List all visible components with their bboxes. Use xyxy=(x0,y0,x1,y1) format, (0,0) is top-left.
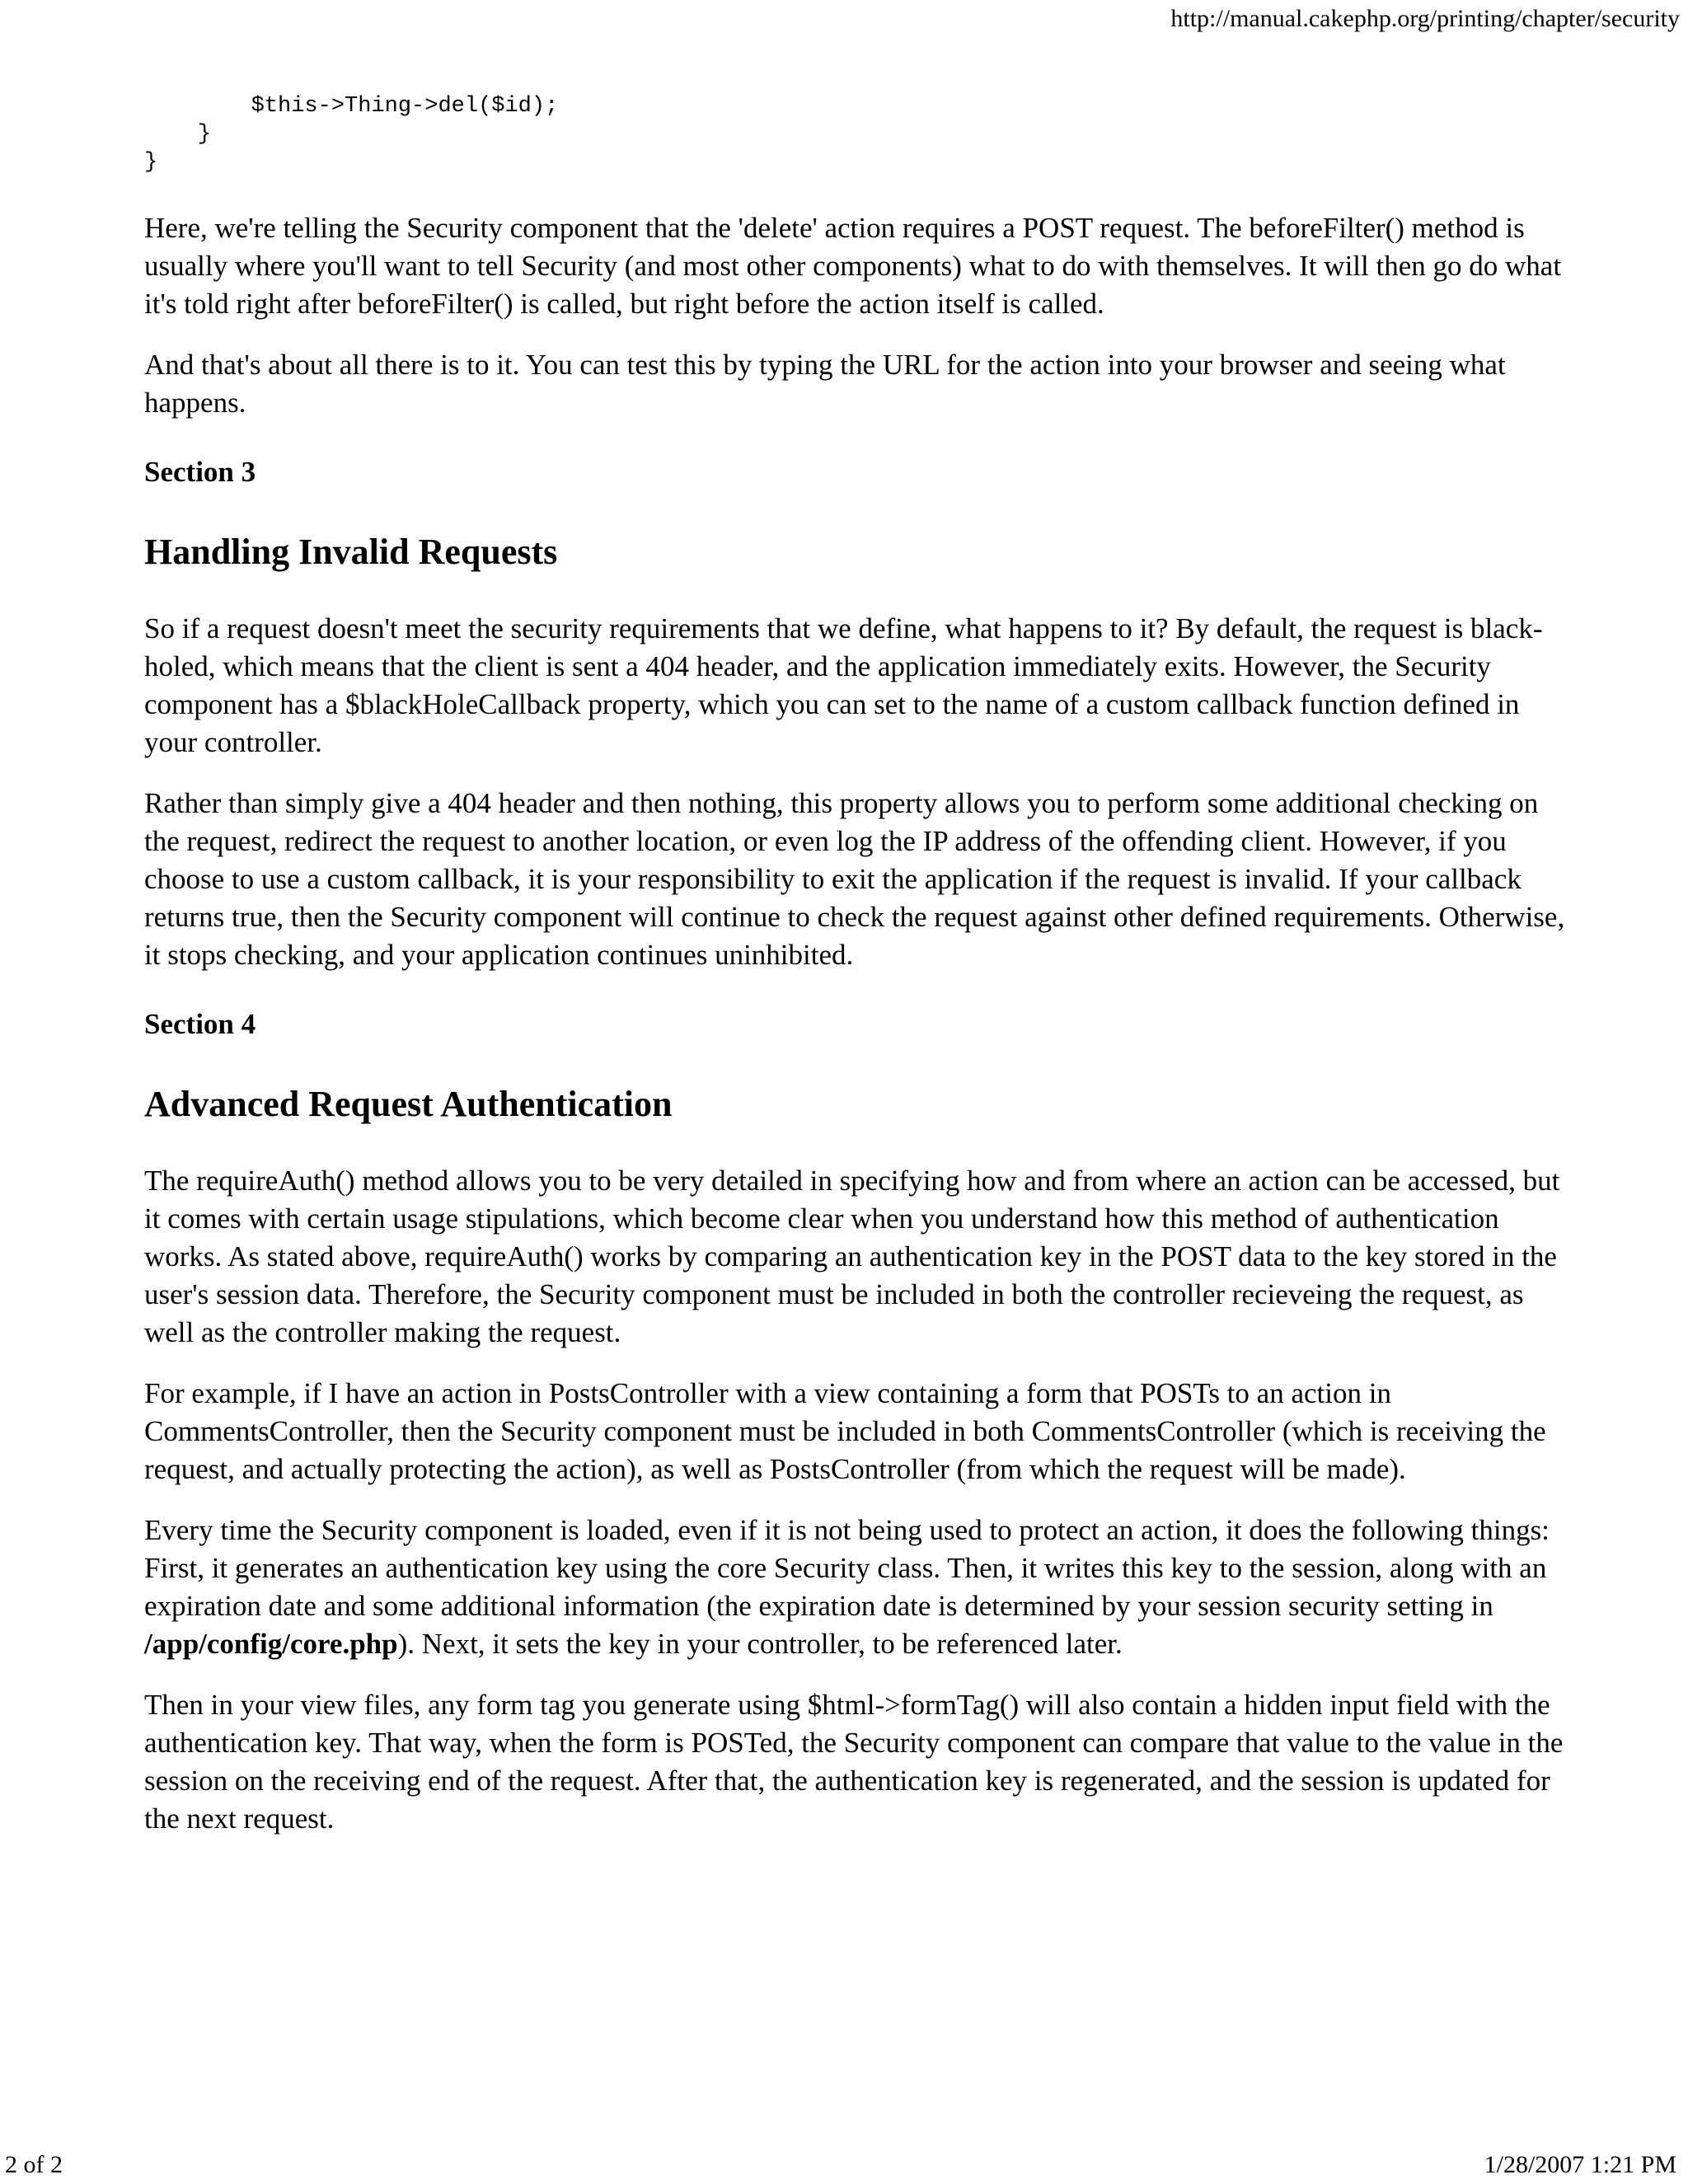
code-line: $this->Thing->del($id); xyxy=(144,94,559,119)
section-4-paragraph: The requireAuth() method allows you to be very detailed in specifying how and from where an action can be accessed, but it comes with certain usage stipulations, which become clear when you understand how this method of authentication works. As stated above, requireAuth() works by comparing an authentication key in the POST data to the key stored in the user's session data. Therefore, the Security component must be included in both the controller recieveing the request, as well as the controller making the request. xyxy=(144,1165,1560,1348)
section-4-title: Advanced Request Authentication xyxy=(144,1084,673,1124)
document-body xyxy=(144,92,1570,1861)
section-4-paragraph xyxy=(144,1511,1570,1663)
intro-paragraph: Here, we're telling the Security component that the 'delete' action requires a POST request. The beforeFilter() method is usually where you'll want to tell Security (and most other components) what to do with themselves. It will then go do what it's told right after beforeFilter() is called, but right before the action itself is called. xyxy=(144,212,1562,320)
print-datetime-footer: 1/28/2007 1:21 PM xyxy=(1484,2151,1676,2178)
page-url-header: http://manual.cakephp.org/printing/chapter/security xyxy=(1170,5,1680,32)
section-4-paragraph: For example, if I have an action in PostsController with a view containing a form that POSTs to an action in CommentsController, then the Security component must be included in both CommentsController (which is receiving the request, and actually protecting the action), as well as PostsController (from which the request will be made). xyxy=(144,1377,1546,1485)
config-file-path: /app/config/core.php xyxy=(144,1628,398,1660)
section-4-paragraph: Then in your view files, any form tag you generate using $html->formTag() will also contain a hidden input field with the authentication key. That way, when the form is POSTed, the Security component can compare that value to the value in the session on the receiving end of the request. After that, the authentication key is regenerated, and the session is updated for the next request. xyxy=(144,1689,1564,1835)
section-3-title: Handling Invalid Requests xyxy=(144,532,558,572)
section-3-label: Section 3 xyxy=(144,456,256,488)
section-3-paragraph: So if a request doesn't meet the security requirements that we define, what happens to it? By default, the request is black-holed, which means that the client is sent a 404 header, and the application immediately exits. However, the Security component has a $blackHoleCallback property, which you can set to the name of a custom callback function defined in your controller. xyxy=(144,612,1543,758)
paragraph-text: Every time the Security component is loaded, even if it is not being used to protect an action, it does the following things: First, it generates an authentication key using the core Security class. Then, it writes this key to the session, along with an expiration date and some additional information (the expiration date is determined by your session security setting in xyxy=(144,1514,1550,1622)
code-line: } xyxy=(144,122,212,147)
intro-paragraph: And that's about all there is to it. You can test this by typing the URL for the action into your browser and seeing what happens. xyxy=(144,349,1506,419)
section-3-paragraph: Rather than simply give a 404 header and then nothing, this property allows you to perform some additional checking on the request, redirect the request to another location, or even log the IP address of the offending client. However, if you choose to use a custom callback, it is your responsibility to exit the application if the request is invalid. If your callback returns true, then the Security component will continue to check the request against other defined requirements. Otherwise, it stops checking, and your application continues uninhibited. xyxy=(144,787,1565,971)
paragraph-text: ). Next, it sets the key in your controller, to be referenced later. xyxy=(397,1628,1123,1660)
code-line: } xyxy=(144,150,158,175)
section-4-label: Section 4 xyxy=(144,1008,256,1040)
page-number-footer: 2 of 2 xyxy=(5,2151,63,2178)
